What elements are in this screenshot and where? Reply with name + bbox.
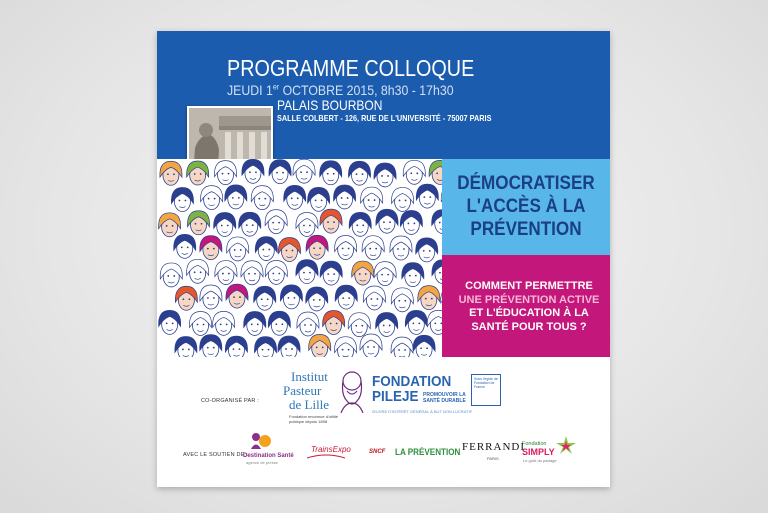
crowd-face	[296, 260, 318, 284]
crowd-face	[403, 160, 425, 184]
crowd-face	[405, 310, 427, 334]
crowd-face	[201, 186, 223, 210]
crowd-face	[187, 161, 209, 185]
crowd-face	[160, 161, 182, 185]
crowd-face	[241, 261, 263, 285]
crowd-face	[297, 312, 319, 336]
crowd-face	[214, 212, 236, 236]
crowd-face	[335, 337, 357, 357]
crowd-face	[376, 312, 398, 336]
crowd-face	[225, 336, 247, 357]
event-address: SALLE COLBERT - 126, RUE DE L'UNIVERSITÉ - 75007 PARIS	[277, 113, 492, 123]
crowd-face	[227, 237, 249, 261]
crowd-face	[200, 236, 222, 260]
crowd-face	[352, 261, 374, 285]
la-prevention-logo: LA PRÉVENTION	[395, 447, 461, 457]
crowd-face	[361, 187, 383, 211]
crowd-face	[254, 286, 276, 310]
crowd-face	[416, 184, 438, 208]
coorganise-label: CO-ORGANISÉ PAR :	[201, 398, 259, 404]
crowd-face	[244, 311, 266, 335]
crowd-face	[215, 261, 237, 285]
crowd-face	[293, 159, 315, 183]
theme-title: DÉMOCRATISER L'ACCÈS À LA PRÉVENTION	[457, 173, 595, 240]
crowd-face	[296, 212, 318, 236]
crowd-face	[306, 287, 328, 311]
crowd-face	[265, 260, 287, 284]
crowd-face	[269, 160, 291, 184]
crowd-face	[187, 259, 209, 283]
partners-section: CO-ORGANISÉ PAR : Institut Pasteur de Lille Fondation reconnue d'utilité publique depuis 1898 FONDATION PILEJE PROMOUVOIR LA SANTÉ DURABLE ŒUVRE D'INTÉRÊT GÉNÉRAL À BUT NON LUCRATIF Sous l'égide de Fondation de France AVEC LE SOUTIEN DE : Destination Santé agence de presse TrainsExpo SNCF LA PRÉVENTION FERRANDI PARIS Fondation SIMPLY Le goût du partage	[157, 357, 610, 487]
crowd-face	[391, 337, 413, 357]
crowd-face	[362, 236, 384, 260]
crowd-face	[175, 336, 197, 357]
crowd-face	[320, 161, 342, 185]
crowd-face	[391, 288, 413, 312]
event-date: JEUDI 1er OCTOBRE 2015, 8h30 - 17h30	[227, 82, 454, 98]
crowd-face	[363, 286, 385, 310]
crowd-face	[213, 311, 235, 335]
crowd-face	[335, 236, 357, 260]
crowd-face	[320, 209, 342, 233]
page-title: PROGRAMME COLLOQUE	[227, 55, 475, 81]
crowd-face	[255, 237, 277, 261]
crowd-face	[374, 163, 396, 187]
crowd-face	[160, 263, 182, 287]
crowd-face	[418, 286, 440, 310]
crowd-face	[400, 210, 422, 234]
question-text: COMMENT PERMETTRE UNE PRÉVENTION ACTIVE ET L'ÉDUCATION À LA SANTÉ POUR TOUS ?	[458, 280, 600, 333]
colloque-flyer	[157, 31, 610, 487]
crowd-face	[254, 337, 276, 357]
crowd-face	[200, 285, 222, 309]
crowd-face	[376, 209, 398, 233]
crowd-face	[214, 161, 236, 185]
sncf-logo: SNCF	[369, 449, 387, 458]
crowd-face	[413, 335, 435, 357]
destination-sante-icon	[247, 431, 273, 451]
theme-panel	[442, 159, 610, 255]
crowd-face	[171, 188, 193, 212]
crowd-face	[280, 285, 302, 309]
crowd-face	[374, 262, 396, 286]
crowd-face	[320, 261, 342, 285]
crowd-face	[174, 234, 196, 258]
crowd-face	[226, 284, 248, 308]
crowd-face	[309, 334, 331, 357]
fondation-de-france-badge: Sous l'égide de Fondation de France	[471, 374, 501, 406]
crowd-face	[335, 285, 357, 309]
crowd-face	[189, 311, 211, 335]
crowd-face	[268, 311, 290, 335]
simply-star-icon	[555, 435, 577, 455]
crowd-face	[323, 311, 345, 335]
crowd-face	[239, 212, 261, 236]
event-venue: PALAIS BOURBON	[277, 97, 383, 113]
crowd-face	[265, 210, 287, 234]
pasteur-portrait-icon	[337, 367, 367, 413]
crowd-face	[278, 238, 300, 262]
crowd-face	[348, 161, 370, 185]
crowd-face	[334, 185, 356, 209]
crowd-face	[242, 159, 264, 183]
crowd-face	[416, 238, 438, 262]
crowd-face	[390, 236, 412, 260]
crowd-face	[402, 263, 424, 287]
crowd-face	[251, 186, 273, 210]
question-panel	[442, 255, 610, 357]
soutien-label: AVEC LE SOUTIEN DE :	[183, 452, 249, 458]
crowd-face	[159, 310, 181, 334]
crowd-face	[308, 187, 330, 211]
crowd-face	[159, 213, 181, 237]
crowd-face	[349, 212, 371, 236]
crowd-face	[391, 187, 413, 211]
crowd-face	[278, 336, 300, 357]
crowd-face	[306, 235, 328, 259]
crowd-face	[225, 185, 247, 209]
crowd-face	[175, 286, 197, 310]
crowd-face	[187, 211, 209, 235]
crowd-face	[360, 334, 382, 357]
crowd-face	[200, 335, 222, 357]
crowd-face	[284, 185, 306, 209]
crowd-illustration	[157, 159, 452, 357]
crowd-face	[348, 313, 370, 337]
